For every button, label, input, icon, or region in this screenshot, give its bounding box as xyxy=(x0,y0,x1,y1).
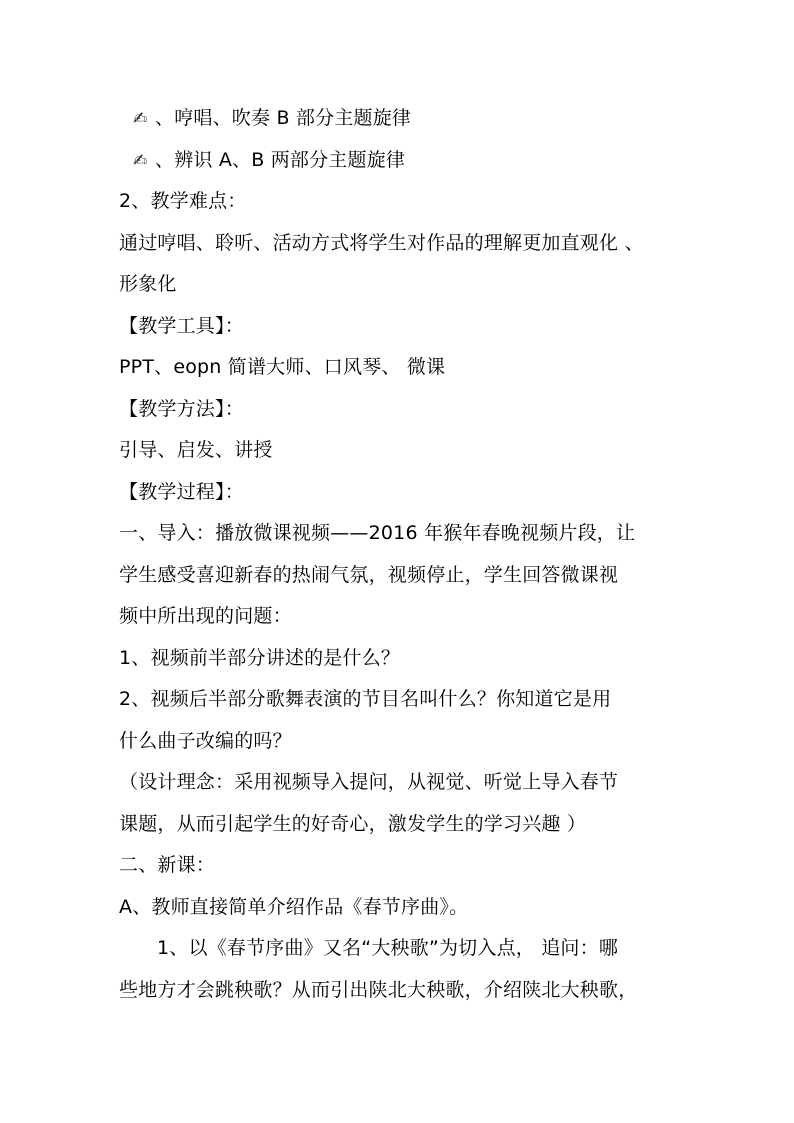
heading-teaching-tools: 【教学工具】： xyxy=(119,314,244,337)
paragraph-line: PPT、eopn 简谱大师、口风琴、 微课 xyxy=(119,356,446,378)
heading-teaching-methods: 【教学方法】： xyxy=(119,397,244,420)
paragraph-line: 引导、启发、讲授 xyxy=(119,439,273,461)
heading-teaching-process: 【教学过程】： xyxy=(119,480,244,503)
paragraph-line: 频中所出现的问题： xyxy=(119,605,292,627)
paragraph-line: 通过哼唱、聆听、活动方式将学生对作品的理解更加直观化 、 xyxy=(119,231,644,254)
line-text: 、哼唱、吹奏 B 部分主题旋律 xyxy=(155,107,412,129)
paragraph-line: A、教师直接简单介绍作品《春节序曲》。 xyxy=(119,895,469,918)
question-line: 什么曲子改编的吗？ xyxy=(119,729,292,752)
design-note-line: （设计理念：采用视频导入提问，从视觉、听觉上导入春节 xyxy=(119,771,619,793)
key-point-hum-play-b-theme xyxy=(119,98,679,140)
paragraph-line: 1、以《春节序曲》又名“大秧歌”为切入点， 追问：哪 xyxy=(157,937,619,959)
line-text: 、辨识 A、B 两部分主题旋律 xyxy=(155,148,406,171)
paragraph-line: 形象化 xyxy=(119,273,177,295)
document-body xyxy=(119,98,679,1011)
writing-hand-icon: ✍ xyxy=(133,109,148,129)
paragraph-line: 学生感受喜迎新春的热闹气氛，视频停止，学生回答微课视 xyxy=(119,563,619,586)
heading-new-lesson: 二、新课： xyxy=(119,854,216,876)
writing-hand-icon: ✍ xyxy=(133,150,148,171)
key-point-identify-ab-themes xyxy=(119,140,679,182)
design-note-line: 课题，从而引起学生的好奇心，激发学生的学习兴趣 ） xyxy=(119,812,587,835)
heading-teaching-difficulty: 2、教学难点： xyxy=(119,190,247,212)
question-line: 2、视频后半部分歌舞表演的节目名叫什么？你知道它是用 xyxy=(119,688,612,710)
paragraph-line: 些地方才会跳秧歌？从而引出陕北大秧歌，介绍陕北大秧歌， xyxy=(119,978,638,1001)
question-line: 1、视频前半部分讲述的是什么？ xyxy=(119,646,401,669)
paragraph-line: 一、导入：播放微课视频——2016 年猴年春晚视频片段，让 xyxy=(119,522,636,544)
